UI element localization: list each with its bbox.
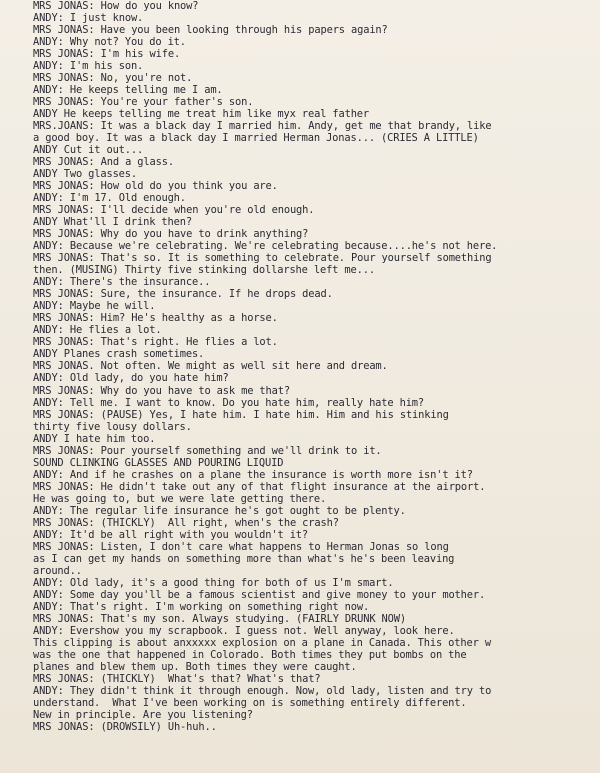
dialogue-text: (PAUSE) Yes, I hate him. I hate him. Him and his stinking (100, 408, 449, 421)
speaker-name: ANDY: (33, 684, 64, 697)
speaker-name: ANDY: (33, 36, 64, 49)
dialogue-text: was the one that happened in Colorado. Both times they put bombs on the (33, 648, 467, 661)
dialogue-text: (DROWSILY) Uh-huh.. (100, 720, 217, 733)
dialogue-text: planes and blew them up. Both times they were caught. (33, 660, 357, 673)
dialogue-text: Maybe he will. (69, 300, 156, 313)
dialogue-text: Have you been looking through his papers again? (100, 24, 388, 37)
script-line (33, 372, 600, 384)
script-line (33, 505, 600, 517)
script-line (33, 385, 600, 397)
dialogue-text: around.. (33, 564, 82, 577)
script-line (33, 120, 600, 132)
script-line (33, 24, 600, 36)
speaker-name: ANDY: (33, 576, 64, 589)
speaker-name: MRS JONAS: (33, 720, 95, 733)
speaker-name: ANDY (33, 108, 58, 121)
dialogue-text: (THICKLY) What's that? What's that? (100, 672, 321, 685)
dialogue-text: It'd be all right with you wouldn't it? (69, 528, 309, 541)
dialogue-text: New in principle. Are you listening? (33, 708, 253, 721)
speaker-name: ANDY: (33, 396, 64, 409)
dialogue-text: Because we're celebrating. We're celebrating because....he's not here. (69, 240, 498, 253)
speaker-name: MRS JONAS: (33, 48, 95, 61)
speaker-name: MRS JONAS: (33, 336, 95, 349)
dialogue-text: (THICKLY) All right, when's the crash? (100, 516, 339, 529)
script-line (33, 300, 600, 312)
speaker-name: ANDY: (33, 624, 64, 637)
dialogue-text: I'm his son. (69, 60, 144, 73)
dialogue-text: This clipping is about anxxxxx explosion on a plane in Canada. This other w (33, 636, 491, 649)
dialogue-text: Planes crash sometimes. (63, 348, 205, 361)
dialogue-text: He didn't take out any of that flight insurance at the airport. (100, 480, 486, 493)
script-line (33, 493, 600, 505)
dialogue-text: He flies a lot. (69, 324, 162, 337)
script-line (33, 589, 600, 601)
script-line (33, 697, 600, 709)
script-line (33, 264, 600, 276)
dialogue-text: He was going to, but we were late getting there. (33, 492, 327, 505)
script-line (33, 180, 600, 192)
speaker-name: ANDY: (33, 324, 64, 337)
dialogue-text: Him? He's healthy as a horse. (100, 312, 278, 325)
dialogue-text: And if he crashes on a plane the insurance is worth more isn't it? (69, 468, 473, 481)
script-line (33, 252, 600, 264)
script-line (33, 517, 600, 529)
script-line (33, 445, 600, 457)
speaker-name: MRS JONAS: (33, 204, 95, 217)
script-line (33, 433, 600, 445)
script-line (33, 481, 600, 493)
script-line (33, 721, 600, 733)
speaker-name: ANDY: (33, 192, 64, 205)
dialogue-text: He keeps telling me treat him like myx real father (63, 108, 370, 121)
speaker-name: MRS JONAS: (33, 252, 95, 265)
speaker-name: ANDY (33, 144, 58, 157)
dialogue-text: That's my son. Always studying. (FAIRLY DRUNK NOW) (100, 612, 406, 625)
dialogue-text: Sure, the insurance. If he drops dead. (100, 288, 333, 301)
script-line (33, 324, 600, 336)
dialogue-text: There's the insurance.. (69, 276, 211, 289)
script-line (33, 144, 600, 156)
dialogue-text: Old lady, it's a good thing for both of us I'm smart. (69, 576, 394, 589)
speaker-name: ANDY (33, 348, 58, 361)
script-line (33, 709, 600, 721)
speaker-name: MRS JONAS. (33, 360, 95, 373)
script-line (33, 204, 600, 216)
script-line (33, 601, 600, 613)
script-line (33, 156, 600, 168)
dialogue-text: thirty five lousy dollars. (33, 420, 192, 433)
dialogue-text: I just know. (69, 12, 144, 25)
script-line (33, 216, 600, 228)
speaker-name: MRS JONAS: (33, 408, 95, 421)
speaker-name: MRS JONAS: (33, 540, 95, 553)
script-line (33, 673, 600, 685)
dialogue-text: Old lady, do you hate him? (69, 372, 229, 385)
script-line (33, 553, 600, 565)
script-line (33, 96, 600, 108)
speaker-name: MRS JONAS: (33, 24, 95, 37)
script-line (33, 397, 600, 409)
dialogue-text: I'm 17. Old enough. (69, 192, 186, 205)
script-line (33, 312, 600, 324)
speaker-name: ANDY (33, 432, 58, 445)
script-line (33, 336, 600, 348)
dialogue-text: I hate him too. (63, 432, 156, 445)
dialogue-text: He keeps telling me I am. (69, 84, 223, 97)
speaker-name: ANDY: (33, 372, 64, 385)
script-line (33, 72, 600, 84)
speaker-name: MRS JONAS: (33, 156, 95, 169)
script-line (33, 457, 600, 469)
speaker-name: MRS JONAS: (33, 516, 95, 529)
dialogue-text: That's so. It is something to celebrate. Pour yourself something (100, 252, 492, 265)
script-line (33, 48, 600, 60)
script-line (33, 360, 600, 372)
dialogue-text: then. (MUSING) Thirty five stinking dollarshe left me... (33, 264, 375, 277)
script-line (33, 577, 600, 589)
script-line (33, 661, 600, 673)
speaker-name: MRS JONAS: (33, 480, 95, 493)
script-line (33, 421, 600, 433)
script-line (33, 649, 600, 661)
script-line (33, 12, 600, 24)
speaker-name: ANDY: (33, 84, 64, 97)
dialogue-text: Why not? You do it. (69, 36, 186, 49)
script-line (33, 84, 600, 96)
speaker-name: ANDY: (33, 504, 64, 517)
speaker-name: MRS JONAS: (33, 228, 95, 241)
dialogue-text: I'll decide when you're old enough. (100, 204, 315, 217)
script-line (33, 469, 600, 481)
speaker-name: ANDY: (33, 12, 64, 25)
dialogue-text: How do you know? (100, 0, 199, 12)
speaker-name: MRS JONAS: (33, 288, 95, 301)
speaker-name: MRS JONAS: (33, 612, 95, 625)
dialogue-text: Listen, I don't care what happens to Herman Jonas so long (100, 540, 449, 553)
dialogue-text: Some day you'll be a famous scientist and give money to your mother. (69, 588, 486, 601)
dialogue-text: Evershow you my scrapbook. I guess not. Well anyway, look here. (69, 624, 455, 637)
dialogue-text: How old do you think you are. (100, 180, 278, 193)
dialogue-text: Tell me. I want to know. Do you hate him, really hate him? (69, 396, 425, 409)
dialogue-text: You're your father's son. (100, 96, 254, 109)
speaker-name: MRS JONAS: (33, 180, 95, 193)
script-line (33, 0, 600, 12)
dialogue-text: a good boy. It was a black day I married Herman Jonas... (CRIES A LITTLE) (33, 132, 479, 145)
script-line (33, 36, 600, 48)
speaker-name: ANDY: (33, 60, 64, 73)
script-line (33, 613, 600, 625)
dialogue-text: I'm his wife. (100, 48, 181, 61)
speaker-name: ANDY: (33, 600, 64, 613)
speaker-name: ANDY: (33, 276, 64, 289)
speaker-name: ANDY: (33, 528, 64, 541)
script-line (33, 529, 600, 541)
dialogue-text: as I can get my hands on something more than what's he's been leaving (33, 552, 455, 565)
dialogue-text: And a glass. (100, 156, 174, 169)
speaker-name: ANDY: (33, 468, 64, 481)
speaker-name: MRS JONAS: (33, 96, 95, 109)
script-line (33, 192, 600, 204)
speaker-name: MRS JONAS: (33, 72, 95, 85)
speaker-name: MRS JONAS: (33, 0, 95, 12)
script-line (33, 685, 600, 697)
script-line (33, 409, 600, 421)
speaker-name: MRS JONAS: (33, 384, 95, 397)
dialogue-text: Why do you have to ask me that? (100, 384, 290, 397)
script-line (33, 348, 600, 360)
script-line (33, 108, 600, 120)
script-line (33, 240, 600, 252)
speaker-name: ANDY (33, 168, 58, 181)
speaker-name: MRS JONAS: (33, 672, 95, 685)
dialogue-text: Not often. We might as well sit here and dream. (100, 360, 388, 373)
script-line (33, 288, 600, 300)
dialogue-text: What'll I drink then? (63, 216, 192, 229)
dialogue-text: That's right. I'm working on something right now. (69, 600, 370, 613)
script-line (33, 132, 600, 144)
script-line (33, 625, 600, 637)
script-line (33, 541, 600, 553)
dialogue-text: The regular life insurance he's got ought to be plenty. (69, 504, 406, 517)
dialogue-text: SOUND CLINKING GLASSES AND POURING LIQUID (33, 456, 284, 469)
speaker-name: MRS JONAS: (33, 312, 95, 325)
dialogue-text: Cut it out... (63, 144, 144, 157)
dialogue-text: Why do you have to drink anything? (100, 228, 309, 241)
script-line (33, 168, 600, 180)
dialogue-text: No, you're not. (100, 72, 193, 85)
script-text (33, 0, 600, 733)
speaker-name: ANDY: (33, 588, 64, 601)
script-line (33, 565, 600, 577)
script-line (33, 228, 600, 240)
dialogue-text: Two glasses. (63, 168, 138, 181)
script-line (33, 637, 600, 649)
script-line (33, 276, 600, 288)
speaker-name: ANDY (33, 216, 58, 229)
speaker-name: MRS JONAS: (33, 444, 95, 457)
speaker-name: ANDY: (33, 300, 64, 313)
dialogue-text: That's right. He flies a lot. (100, 336, 278, 349)
dialogue-text: It was a black day I married him. Andy, get me that brandy, like (100, 120, 492, 133)
dialogue-text: understand. What I've been working on is something entirely different. (33, 696, 467, 709)
script-line (33, 60, 600, 72)
dialogue-text: They didn't think it through enough. Now, old lady, listen and try to (69, 684, 492, 697)
speaker-name: ANDY: (33, 240, 64, 253)
speaker-name: MRS.JOANS: (33, 120, 95, 133)
dialogue-text: Pour yourself something and we'll drink to it. (100, 444, 382, 457)
